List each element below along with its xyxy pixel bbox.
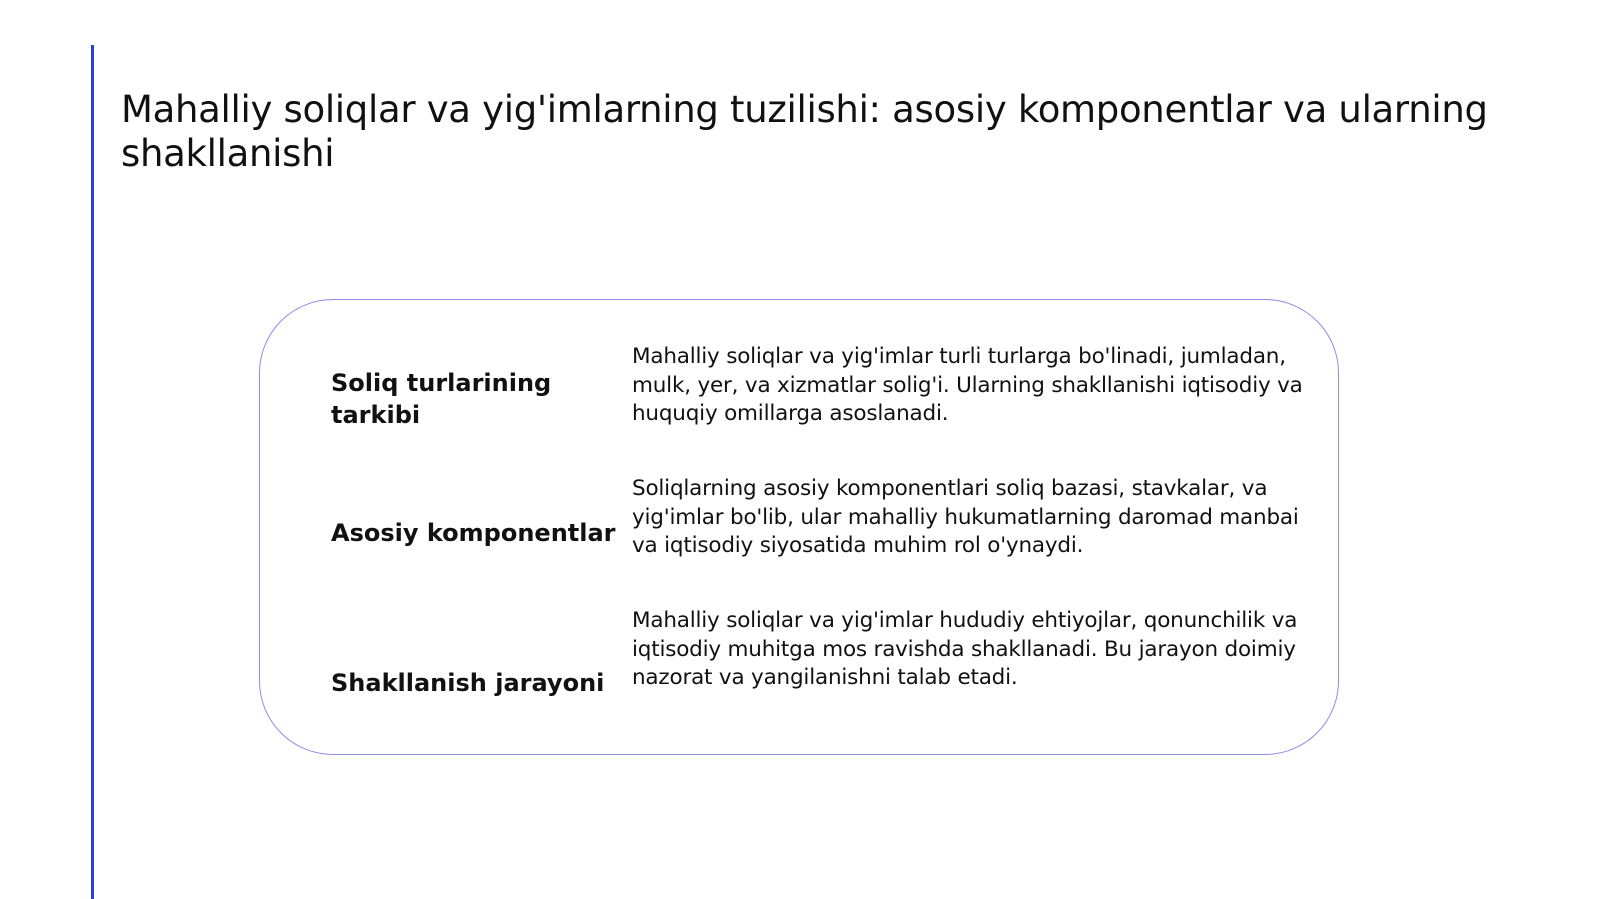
row-text-soliq-turlari: Mahalliy soliqlar va yig'imlar turli turlarga bo'linadi, jumladan, mulk, yer, va xizmatlar solig'i. Ularning shakllanishi iqtisodiy va huquqiy omillarga asoslanadi. <box>632 344 1303 426</box>
row-text-asosiy-komponentlar: Soliqlarning asosiy komponentlari soliq bazasi, stavkalar, va yig'imlar bo'lib, ular mahalliy hukumatlarning daromad manbai va iqtisodiy siyosatida muhim rol o'ynaydi. <box>632 476 1299 558</box>
row-label-soliq-turlari: Soliq turlarining tarkibi <box>331 369 552 429</box>
row-label-asosiy-komponentlar: Asosiy komponentlar <box>331 519 616 547</box>
slide-title: Mahalliy soliqlar va yig'imlarning tuzilishi: asosiy komponentlar va ularning shakllanishi <box>121 88 1488 175</box>
row-text-shakllanish-jarayoni: Mahalliy soliqlar va yig'imlar hududiy ehtiyojlar, qonunchilik va iqtisodiy muhitga mos ravishda shakllanadi. Bu jarayon doimiy nazorat va yangilanishni talab etadi. <box>632 608 1298 690</box>
row-label-shakllanish-jarayoni: Shakllanish jarayoni <box>331 669 605 697</box>
accent-bar <box>91 45 94 899</box>
